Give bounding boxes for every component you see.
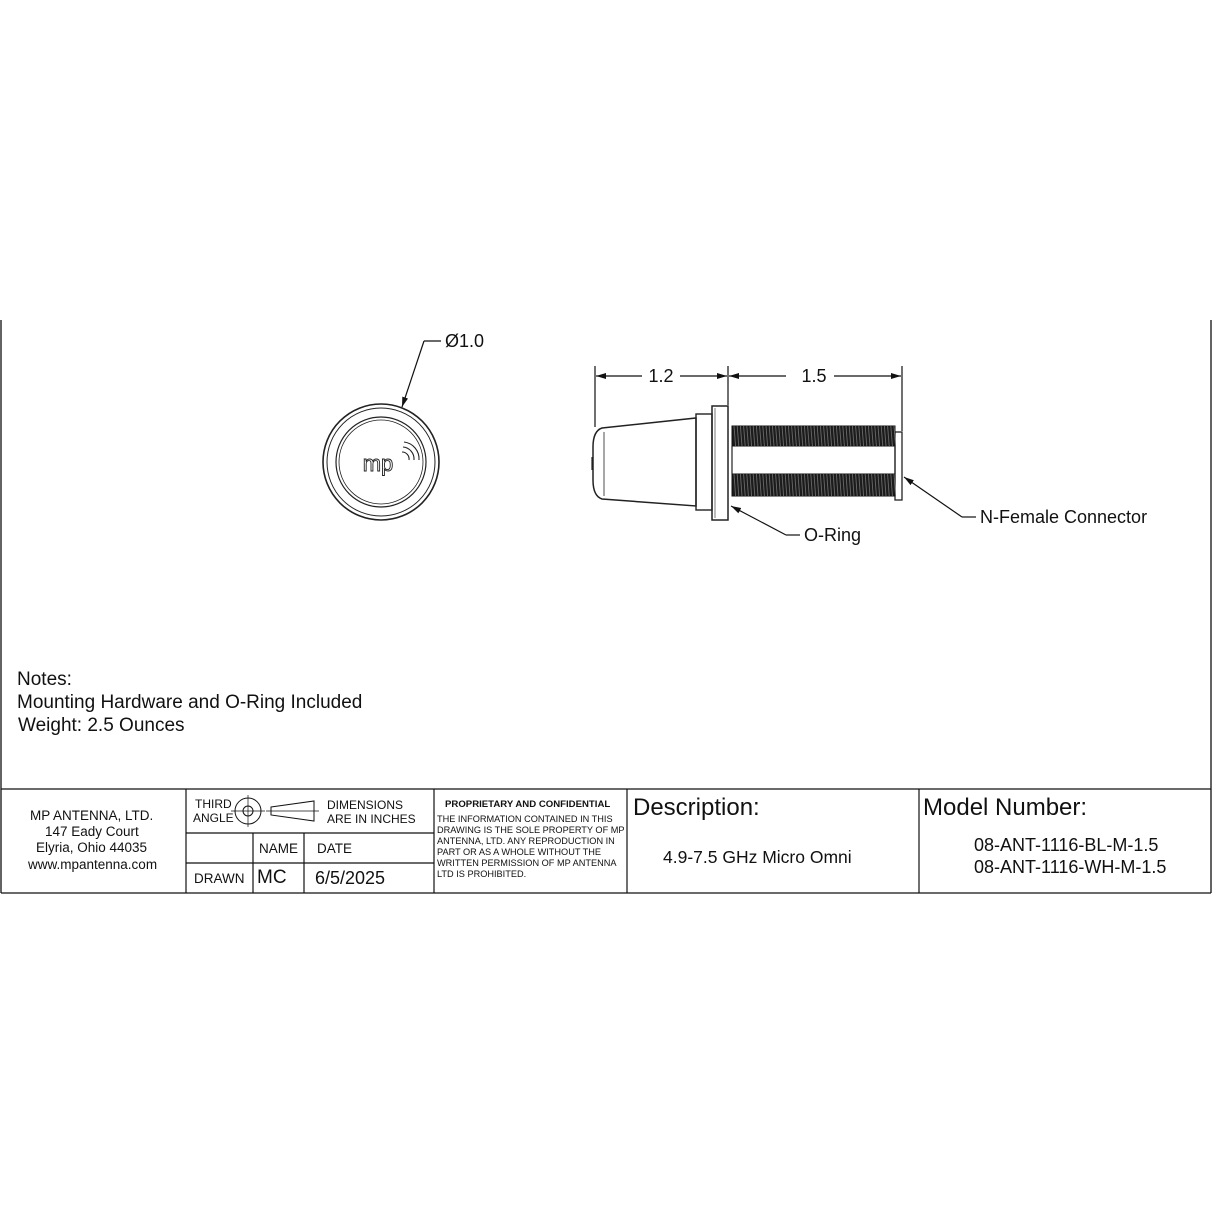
- proprietary-line: WRITTEN PERMISSION OF MP ANTENNA: [437, 858, 617, 868]
- proprietary-line: THE INFORMATION CONTAINED IN THIS: [437, 814, 613, 824]
- date-header: DATE: [317, 841, 353, 856]
- connector-leader: [904, 477, 976, 517]
- projection-label: ANGLE: [193, 811, 234, 825]
- notes-heading: Notes:: [17, 669, 72, 690]
- drawn-date: 6/5/2025: [315, 868, 386, 888]
- diameter-callout: Ø1.0: [445, 331, 485, 351]
- third-angle-projection-icon: [231, 795, 319, 827]
- dimension-left: 1.2: [648, 366, 674, 386]
- units-note: DIMENSIONS: [327, 798, 404, 812]
- company-street: 147 Eady Court: [45, 824, 139, 839]
- proprietary-line: PART OR AS A WHOLE WITHOUT THE: [437, 847, 602, 857]
- name-header: NAME: [259, 841, 299, 856]
- connector-callout: N-Female Connector: [980, 507, 1148, 527]
- connector-threads: [732, 426, 896, 496]
- description-value: 4.9-7.5 GHz Micro Omni: [663, 847, 852, 867]
- projection-label: THIRD: [195, 797, 232, 811]
- proprietary-line: LTD IS PROHIBITED.: [437, 869, 527, 879]
- o-ring-callout: O-Ring: [804, 525, 862, 545]
- o-ring-leader: [731, 506, 800, 535]
- model-label: Model Number:: [923, 794, 1088, 821]
- mp-logo-icon: [402, 442, 419, 460]
- model-number: 08-ANT-1116-BL-M-1.5: [974, 835, 1159, 855]
- drawn-label: DRAWN: [194, 871, 245, 886]
- dimension-right: 1.5: [801, 366, 827, 386]
- drawn-name: MC: [257, 867, 287, 888]
- proprietary-line: DRAWING IS THE SOLE PROPERTY OF MP: [437, 825, 625, 835]
- diameter-leader: [402, 341, 441, 407]
- units-note: ARE IN INCHES: [327, 812, 416, 826]
- dimension-lines: [595, 366, 902, 431]
- logo-text: mp: [362, 451, 394, 476]
- description-label: Description:: [633, 794, 760, 821]
- antenna-side-view: [592, 406, 902, 520]
- proprietary-line: ANTENNA, LTD. ANY REPRODUCTION IN: [437, 836, 615, 846]
- company-website: www.mpantenna.com: [28, 857, 158, 872]
- model-number: 08-ANT-1116-WH-M-1.5: [974, 857, 1167, 877]
- notes-line: Weight: 2.5 Ounces: [18, 715, 185, 736]
- company-city: Elyria, Ohio 44035: [36, 840, 148, 855]
- proprietary-heading: PROPRIETARY AND CONFIDENTIAL: [445, 799, 611, 810]
- company-name: MP ANTENNA, LTD.: [30, 808, 154, 823]
- notes-line: Mounting Hardware and O-Ring Included: [17, 692, 363, 713]
